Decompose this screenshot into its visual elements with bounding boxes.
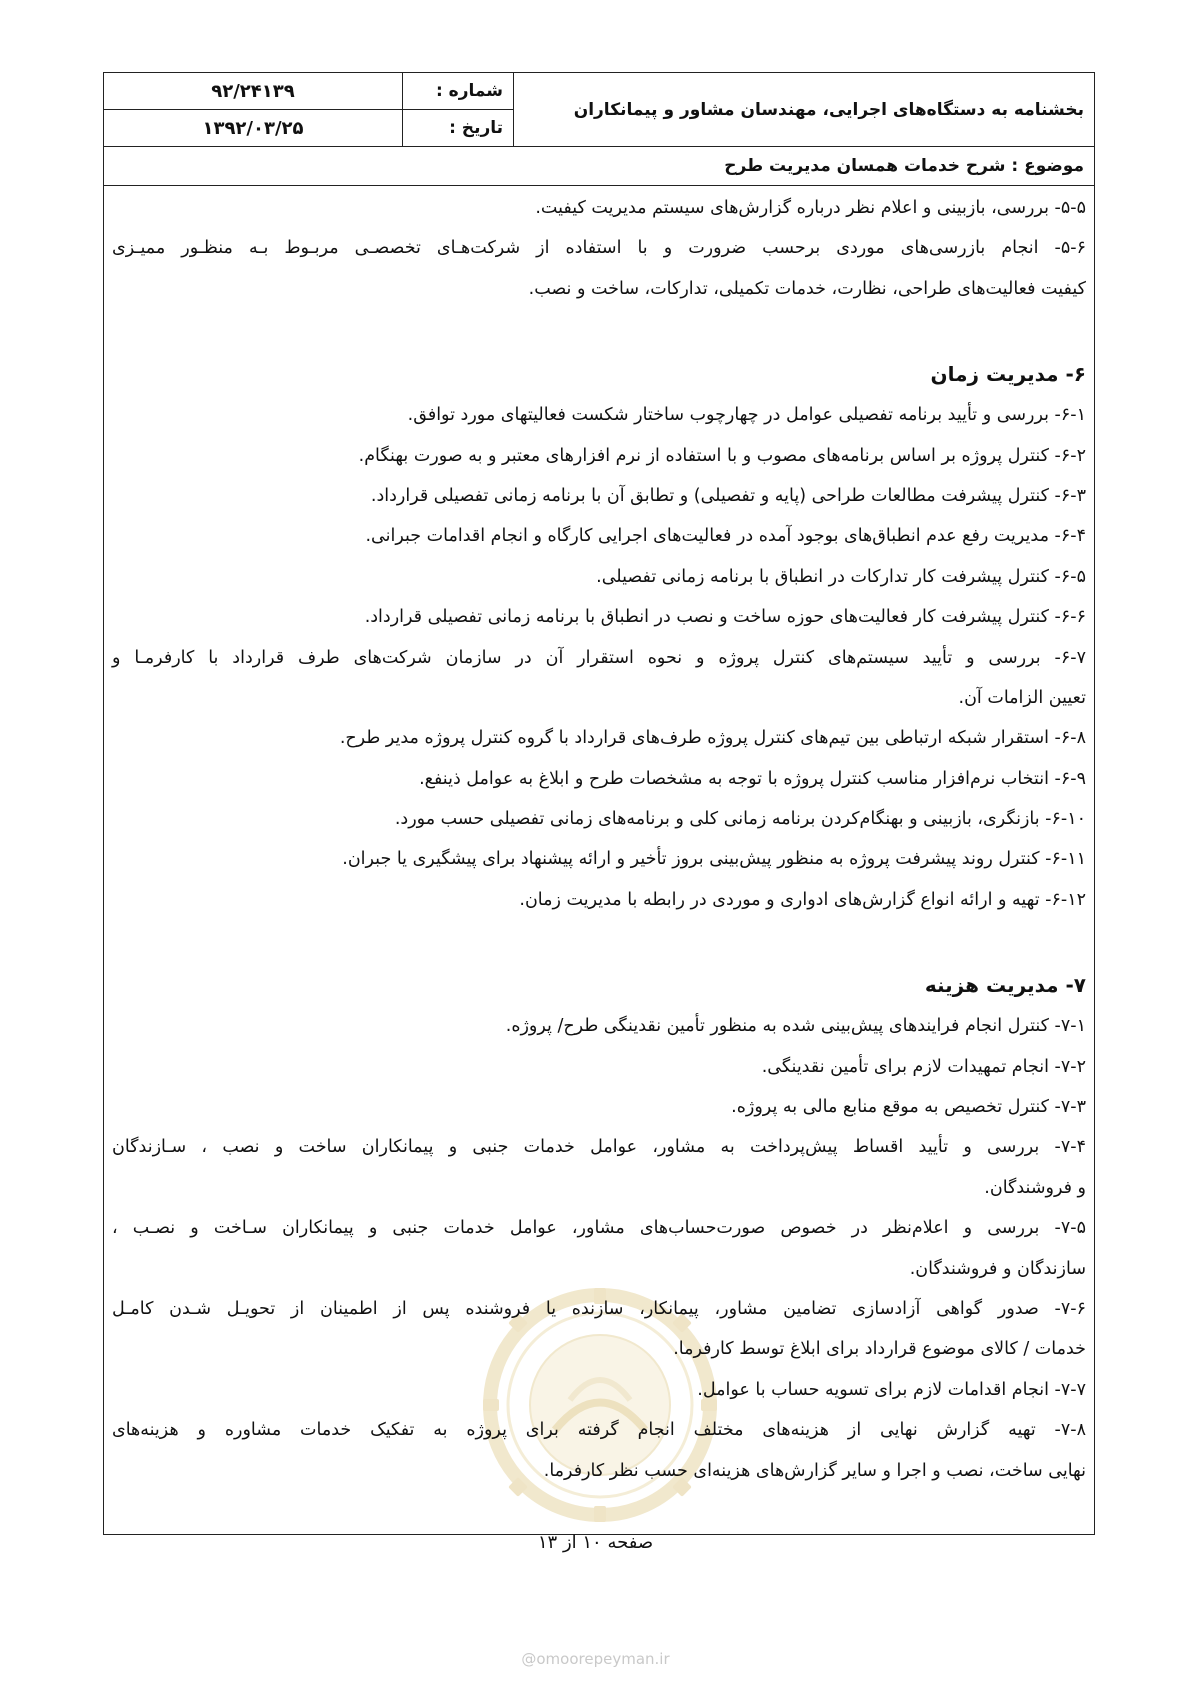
document-page: [103, 72, 1095, 1535]
paragraph-line: ۶-۲- کنترل پروژه بر اساس برنامه‌های مصوب و با استفاده از نرم افزارهای معتبر و به صورت بهنگام.: [358, 445, 1086, 466]
paragraph-line: ۶-۶- کنترل پیشرفت کار فعالیت‌های حوزه ساخت و نصب در انطباق با برنامه زمانی تفصیلی قرارداد.: [364, 607, 1086, 628]
page-number: صفحه ۱۰ از ۱۳: [537, 1532, 654, 1553]
paragraph-line: نهایی ساخت، نصب و اجرا و سایر گزارش‌های هزینه‌ای حسب نظر کارفرما.: [543, 1460, 1086, 1481]
paragraph-line: ۶-۱۱- کنترل روند پیشرفت پروژه به منظور پیش‌بینی بروز تأخیر و ارائه پیشنهاد برای پیشگیری یا جبران.: [342, 849, 1086, 870]
paragraph-line: ۵-۶- انجام بازرسی‌های موردی برحسب ضرورت و با استفاده از شرکت‌هـای تخصصـی مربـوط بـه منظـور ممیـزی: [112, 238, 1086, 259]
section-5-tail: [112, 188, 1086, 309]
paragraph-line: ۶-۱۲- تهیه و ارائه انواع گزارش‌های ادواری و موردی در رابطه با مدیریت زمان.: [519, 889, 1086, 910]
paragraph-line: ۵-۵- بررسی، بازبینی و اعلام نظر درباره گزارش‌های سیستم مدیریت کیفیت.: [535, 198, 1086, 218]
spacer: [112, 920, 1086, 964]
date-value: ۱۳۹۲/۰۳/۲۵: [104, 110, 403, 147]
paragraph-line: ۶-۱- بررسی و تأیید برنامه تفصیلی عوامل در چهارچوب ساختار شکست فعالیتهای مورد توافق.: [407, 405, 1086, 426]
paragraph-line: ۷-۷- انجام اقدامات لازم برای تسویه حساب با عوامل.: [697, 1379, 1086, 1400]
header-table: [103, 72, 1095, 186]
section-6-time-management: [112, 353, 1086, 920]
number-label: شماره :: [403, 73, 514, 110]
paragraph-line: ۷-۴- بررسی و تأیید اقساط پیش‌پرداخت به مشاور، عوامل خدمات جنبی و پیمانکاران ساخت و نصب ، سـازندگان: [112, 1137, 1086, 1158]
paragraph-line: ۷-۱- کنترل انجام فرایندهای پیش‌بینی شده به منظور تأمین نقدینگی طرح/ پروژه.: [505, 1016, 1086, 1037]
section-heading: ۶- مدیریت زمان: [930, 362, 1086, 387]
paragraph-line: ۶-۷- بررسی و تأیید سیستم‌های کنترل پروژه و نحوه استقرار آن در سازمان شرکت‌های طرف قرارداد با کارفرمـا و: [112, 647, 1086, 668]
paragraph-line: ۷-۳- کنترل تخصیص به موقع منابع مالی به پروژه.: [731, 1097, 1086, 1118]
paragraph-line: ۶-۵- کنترل پیشرفت کار تدارکات در انطباق با برنامه زمانی تفصیلی.: [596, 566, 1086, 587]
paragraph-line: سازندگان و فروشندگان.: [909, 1258, 1086, 1279]
paragraph-line: ۷-۶- صدور گواهی آزادسازی تضامین مشاور، پیمانکار، سازنده یا فروشنده پس از اطمینان از تحویـل شـدن کامـل: [112, 1298, 1086, 1319]
circular-title: بخشنامه به دستگاه‌های اجرایی، مهندسان مشاور و پیمانکاران: [514, 73, 1095, 147]
paragraph-line: ۶-۸- استقرار شبکه ارتباطی بین تیم‌های کنترل پروژه طرف‌های قرارداد با گروه کنترل پروژه مدیر طرح.: [339, 728, 1086, 749]
date-label: تاریخ :: [403, 110, 514, 147]
paragraph-line: ۷-۸- تهیه گزارش نهایی از هزینه‌های مختلف انجام گرفته برای پروژه به تفکیک خدمات مشاوره و هزینه‌های: [112, 1420, 1086, 1441]
paragraph-line: و فروشندگان.: [984, 1177, 1086, 1198]
paragraph-line: ۷-۵- بررسی و اعلام‌نظر در خصوص صورت‌حساب‌های مشاور، عوامل خدمات جنبی و پیمانکاران سـاخت و نصـب ،: [112, 1218, 1086, 1239]
document-body: [103, 186, 1095, 1535]
paragraph-line: ۶-۱۰- بازنگری، بازبینی و بهنگام‌کردن برنامه زمانی کلی و برنامه‌های زمانی تفصیلی حسب مورد.: [394, 809, 1086, 830]
section-7-cost-management: [112, 964, 1086, 1491]
spacer: [112, 309, 1086, 353]
paragraph-line: کیفیت فعالیت‌های طراحی، نظارت، خدمات تکمیلی، تدارکات، ساخت و نصب.: [528, 278, 1086, 299]
paragraph-line: ۶-۴- مدیریت رفع عدم انطباق‌های بوجود آمده در فعالیت‌های اجرایی کارگاه و انجام اقدامات جبرانی.: [365, 526, 1086, 547]
site-watermark: @omoorepeyman.ir: [521, 1650, 670, 1668]
paragraph-line: ۷-۲- انجام تمهیدات لازم برای تأمین نقدینگی.: [761, 1056, 1086, 1077]
paragraph-line: ۶-۳- کنترل پیشرفت مطالعات طراحی (پایه و تفصیلی) و تطابق آن با برنامه زمانی تفصیلی قرارداد.: [370, 485, 1086, 506]
number-value: ۹۲/۲۴۱۳۹: [104, 73, 403, 110]
paragraph-line: خدمات / کالای موضوع قرارداد برای ابلاغ توسط کارفرما.: [673, 1339, 1086, 1360]
section-heading: ۷- مدیریت هزینه: [924, 973, 1086, 998]
paragraph-line: ۶-۹- انتخاب نرم‌افزار مناسب کنترل پروژه با توجه به مشخصات طرح و ابلاغ به عوامل ذینفع.: [419, 768, 1086, 789]
subject-line: موضوع : شرح خدمات همسان مدیریت طرح: [104, 147, 1095, 186]
paragraph-line: تعیین الزامات آن.: [958, 687, 1086, 708]
